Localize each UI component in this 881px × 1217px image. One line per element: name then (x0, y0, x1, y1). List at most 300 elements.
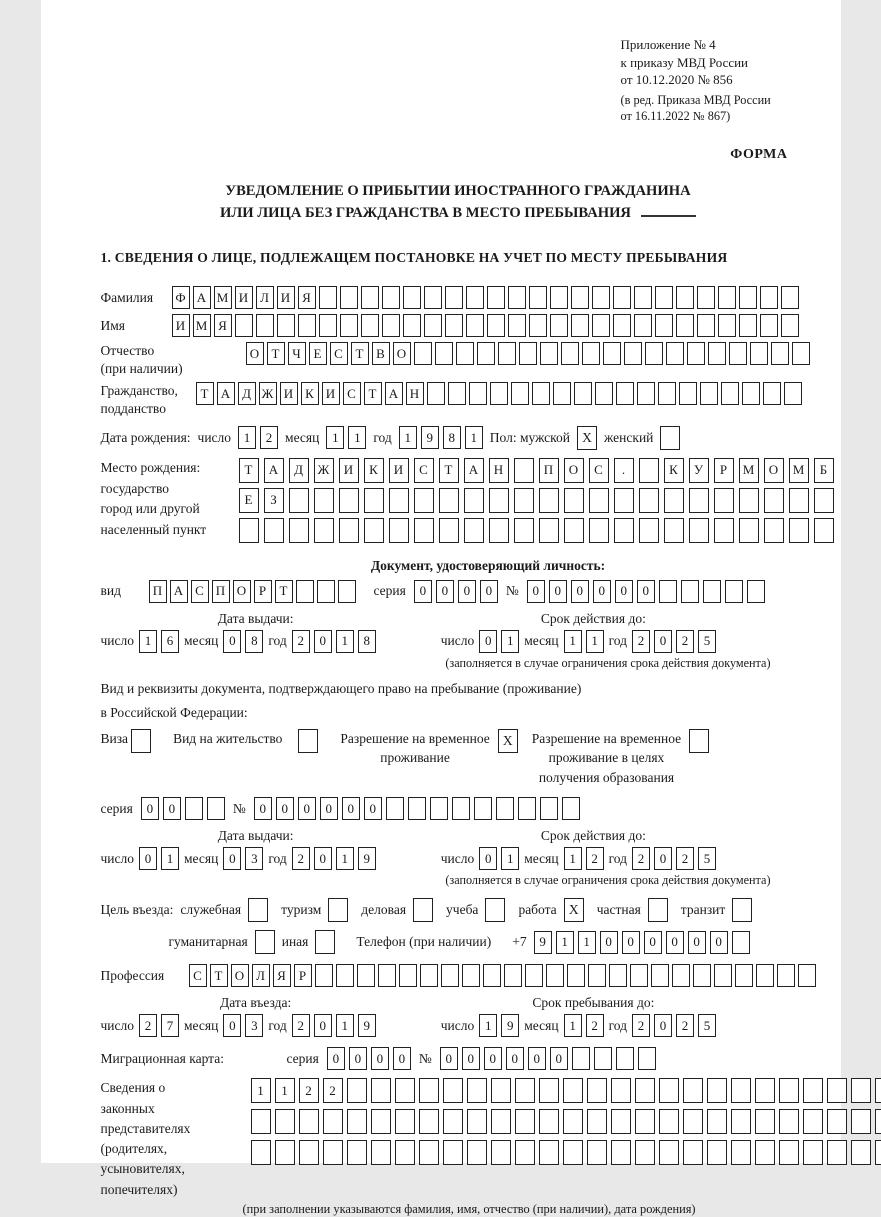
char-box[interactable]: 0 (371, 1047, 389, 1070)
char-box[interactable] (317, 580, 335, 603)
char-box[interactable] (299, 1140, 319, 1165)
char-box[interactable] (814, 518, 834, 543)
char-box[interactable]: Т (239, 458, 259, 483)
sex-male-checkbox[interactable]: X (577, 426, 597, 450)
char-box[interactable]: 1 (251, 1078, 271, 1103)
char-box[interactable]: Д (289, 458, 309, 483)
char-box[interactable]: 1 (578, 931, 596, 954)
char-box[interactable] (487, 314, 505, 337)
char-box[interactable] (443, 1140, 463, 1165)
char-box[interactable] (683, 1078, 703, 1103)
char-box[interactable] (185, 797, 203, 820)
char-box[interactable] (777, 964, 795, 987)
char-box[interactable] (427, 382, 445, 405)
char-box[interactable]: И (235, 286, 253, 309)
char-box[interactable] (514, 518, 534, 543)
char-box[interactable] (707, 1078, 727, 1103)
char-box[interactable]: 8 (358, 630, 376, 653)
char-box[interactable] (676, 286, 694, 309)
purpose-work-checkbox[interactable]: X (564, 898, 584, 922)
char-box[interactable] (518, 797, 536, 820)
purpose-humanitarian-checkbox[interactable] (255, 930, 275, 954)
char-box[interactable] (731, 1140, 751, 1165)
char-box[interactable] (735, 964, 753, 987)
char-box[interactable] (251, 1109, 271, 1134)
purpose-business-checkbox[interactable] (413, 898, 433, 922)
char-box[interactable] (395, 1078, 415, 1103)
char-box[interactable]: Л (256, 286, 274, 309)
char-box[interactable] (679, 382, 697, 405)
char-box[interactable] (697, 286, 715, 309)
char-box[interactable]: 0 (479, 847, 497, 870)
char-box[interactable]: 0 (506, 1047, 524, 1070)
char-box[interactable]: 1 (586, 630, 604, 653)
char-box[interactable]: Р (714, 458, 734, 483)
char-box[interactable] (789, 488, 809, 513)
char-box[interactable]: 1 (564, 847, 582, 870)
char-box[interactable] (467, 1078, 487, 1103)
char-box[interactable] (563, 1078, 583, 1103)
char-box[interactable] (827, 1078, 847, 1103)
char-box[interactable]: 0 (440, 1047, 458, 1070)
char-box[interactable] (760, 286, 778, 309)
char-box[interactable] (703, 580, 721, 603)
char-box[interactable] (563, 1140, 583, 1165)
char-box[interactable] (659, 1109, 679, 1134)
char-box[interactable] (539, 1109, 559, 1134)
char-box[interactable]: С (414, 458, 434, 483)
char-box[interactable]: Т (275, 580, 293, 603)
char-box[interactable] (589, 518, 609, 543)
char-box[interactable]: 2 (292, 630, 310, 653)
char-box[interactable] (718, 286, 736, 309)
char-box[interactable] (789, 518, 809, 543)
char-box[interactable] (256, 314, 274, 337)
char-box[interactable] (771, 342, 789, 365)
char-box[interactable] (700, 382, 718, 405)
char-box[interactable] (347, 1140, 367, 1165)
char-box[interactable] (781, 286, 799, 309)
char-box[interactable] (851, 1078, 871, 1103)
char-box[interactable] (739, 518, 759, 543)
char-box[interactable] (616, 1047, 634, 1070)
char-box[interactable] (462, 964, 480, 987)
char-box[interactable] (539, 1078, 559, 1103)
char-box[interactable]: Ж (314, 458, 334, 483)
char-box[interactable] (587, 1140, 607, 1165)
char-box[interactable] (755, 1078, 775, 1103)
char-box[interactable]: Л (252, 964, 270, 987)
char-box[interactable] (529, 286, 547, 309)
char-box[interactable] (693, 964, 711, 987)
char-box[interactable]: 2 (586, 1014, 604, 1037)
char-box[interactable]: 2 (632, 1014, 650, 1037)
char-box[interactable] (339, 488, 359, 513)
char-box[interactable] (389, 488, 409, 513)
char-box[interactable]: 0 (644, 931, 662, 954)
char-box[interactable]: А (193, 286, 211, 309)
char-box[interactable]: Ф (172, 286, 190, 309)
char-box[interactable] (561, 342, 579, 365)
char-box[interactable] (655, 286, 673, 309)
char-box[interactable] (361, 286, 379, 309)
char-box[interactable]: В (372, 342, 390, 365)
char-box[interactable] (639, 458, 659, 483)
char-box[interactable] (635, 1109, 655, 1134)
char-box[interactable]: М (193, 314, 211, 337)
char-box[interactable]: 2 (586, 847, 604, 870)
char-box[interactable] (430, 797, 448, 820)
char-box[interactable] (803, 1078, 823, 1103)
char-box[interactable]: Ч (288, 342, 306, 365)
char-box[interactable]: Е (239, 488, 259, 513)
char-box[interactable] (614, 518, 634, 543)
char-box[interactable] (587, 1109, 607, 1134)
char-box[interactable] (567, 964, 585, 987)
char-box[interactable] (676, 314, 694, 337)
char-box[interactable]: А (217, 382, 235, 405)
char-box[interactable]: 0 (654, 847, 672, 870)
char-box[interactable] (564, 488, 584, 513)
char-box[interactable] (639, 488, 659, 513)
char-box[interactable] (314, 518, 334, 543)
char-box[interactable] (395, 1140, 415, 1165)
char-box[interactable]: О (231, 964, 249, 987)
char-box[interactable]: 0 (666, 931, 684, 954)
char-box[interactable] (419, 1109, 439, 1134)
char-box[interactable] (340, 314, 358, 337)
char-box[interactable]: А (170, 580, 188, 603)
char-box[interactable]: 0 (223, 847, 241, 870)
char-box[interactable] (419, 1078, 439, 1103)
char-box[interactable]: 0 (462, 1047, 480, 1070)
char-box[interactable] (338, 580, 356, 603)
char-box[interactable] (792, 342, 810, 365)
purpose-other-checkbox[interactable] (315, 930, 335, 954)
char-box[interactable] (466, 286, 484, 309)
char-box[interactable] (659, 1078, 679, 1103)
char-box[interactable] (299, 1109, 319, 1134)
char-box[interactable] (755, 1140, 775, 1165)
char-box[interactable] (323, 1109, 343, 1134)
char-box[interactable] (798, 964, 816, 987)
char-box[interactable]: 0 (527, 580, 545, 603)
char-box[interactable] (435, 342, 453, 365)
char-box[interactable] (275, 1140, 295, 1165)
char-box[interactable] (319, 286, 337, 309)
char-box[interactable]: Я (298, 286, 316, 309)
char-box[interactable] (395, 1109, 415, 1134)
char-box[interactable] (739, 314, 757, 337)
char-box[interactable] (616, 382, 634, 405)
char-box[interactable] (443, 1078, 463, 1103)
char-box[interactable]: 9 (358, 1014, 376, 1037)
char-box[interactable] (357, 964, 375, 987)
char-box[interactable] (389, 518, 409, 543)
char-box[interactable] (514, 488, 534, 513)
char-box[interactable] (489, 488, 509, 513)
char-box[interactable] (424, 314, 442, 337)
char-box[interactable]: 1 (238, 426, 256, 449)
char-box[interactable] (464, 518, 484, 543)
char-box[interactable]: Б (814, 458, 834, 483)
char-box[interactable]: 0 (223, 630, 241, 653)
char-box[interactable] (487, 286, 505, 309)
char-box[interactable] (474, 797, 492, 820)
char-box[interactable]: 2 (676, 847, 694, 870)
char-box[interactable] (564, 518, 584, 543)
char-box[interactable]: Я (273, 964, 291, 987)
char-box[interactable]: И (389, 458, 409, 483)
char-box[interactable]: Т (439, 458, 459, 483)
char-box[interactable] (489, 518, 509, 543)
char-box[interactable]: 9 (501, 1014, 519, 1037)
char-box[interactable] (725, 580, 743, 603)
char-box[interactable] (875, 1140, 881, 1165)
char-box[interactable] (539, 488, 559, 513)
char-box[interactable]: И (322, 382, 340, 405)
char-box[interactable]: 0 (314, 630, 332, 653)
char-box[interactable] (264, 518, 284, 543)
char-box[interactable] (764, 488, 784, 513)
char-box[interactable] (718, 314, 736, 337)
char-box[interactable]: 0 (484, 1047, 502, 1070)
char-box[interactable] (707, 1109, 727, 1134)
char-box[interactable]: К (664, 458, 684, 483)
char-box[interactable] (781, 314, 799, 337)
char-box[interactable] (562, 797, 580, 820)
char-box[interactable]: 5 (698, 847, 716, 870)
char-box[interactable] (563, 1109, 583, 1134)
char-box[interactable]: 1 (564, 630, 582, 653)
char-box[interactable] (611, 1078, 631, 1103)
char-box[interactable]: А (264, 458, 284, 483)
char-box[interactable] (364, 518, 384, 543)
char-box[interactable]: 8 (245, 630, 263, 653)
char-box[interactable] (508, 314, 526, 337)
char-box[interactable]: 0 (549, 580, 567, 603)
char-box[interactable] (708, 342, 726, 365)
char-box[interactable]: Е (309, 342, 327, 365)
char-box[interactable]: 0 (710, 931, 728, 954)
char-box[interactable] (235, 314, 253, 337)
char-box[interactable] (664, 518, 684, 543)
purpose-tourism-checkbox[interactable] (328, 898, 348, 922)
char-box[interactable]: 1 (139, 630, 157, 653)
char-box[interactable] (729, 342, 747, 365)
char-box[interactable]: 0 (393, 1047, 411, 1070)
char-box[interactable] (851, 1140, 871, 1165)
char-box[interactable] (439, 488, 459, 513)
char-box[interactable]: А (464, 458, 484, 483)
char-box[interactable] (658, 382, 676, 405)
char-box[interactable] (378, 964, 396, 987)
char-box[interactable]: 5 (698, 630, 716, 653)
char-box[interactable]: 0 (163, 797, 181, 820)
char-box[interactable] (239, 518, 259, 543)
char-box[interactable]: 6 (161, 630, 179, 653)
char-box[interactable] (731, 1078, 751, 1103)
char-box[interactable]: 1 (336, 1014, 354, 1037)
char-box[interactable] (491, 1109, 511, 1134)
char-box[interactable] (803, 1109, 823, 1134)
char-box[interactable]: Ж (259, 382, 277, 405)
char-box[interactable] (763, 382, 781, 405)
char-box[interactable]: И (277, 286, 295, 309)
char-box[interactable]: 9 (421, 426, 439, 449)
char-box[interactable]: 0 (637, 580, 655, 603)
char-box[interactable]: 1 (501, 847, 519, 870)
char-box[interactable] (529, 314, 547, 337)
char-box[interactable] (595, 382, 613, 405)
char-box[interactable]: И (280, 382, 298, 405)
char-box[interactable] (452, 797, 470, 820)
char-box[interactable]: Т (364, 382, 382, 405)
char-box[interactable] (323, 1140, 343, 1165)
char-box[interactable] (755, 1109, 775, 1134)
char-box[interactable]: 9 (358, 847, 376, 870)
char-box[interactable] (371, 1078, 391, 1103)
purpose-transit-checkbox[interactable] (732, 898, 752, 922)
char-box[interactable] (779, 1078, 799, 1103)
char-box[interactable]: 1 (161, 847, 179, 870)
char-box[interactable] (477, 342, 495, 365)
char-box[interactable]: 1 (564, 1014, 582, 1037)
char-box[interactable] (469, 382, 487, 405)
char-box[interactable] (681, 580, 699, 603)
char-box[interactable]: 0 (314, 847, 332, 870)
char-box[interactable] (639, 518, 659, 543)
char-box[interactable]: 2 (139, 1014, 157, 1037)
char-box[interactable] (420, 964, 438, 987)
char-box[interactable] (613, 286, 631, 309)
char-box[interactable]: 2 (632, 847, 650, 870)
char-box[interactable] (340, 286, 358, 309)
char-box[interactable] (448, 382, 466, 405)
char-box[interactable]: С (589, 458, 609, 483)
char-box[interactable]: Н (489, 458, 509, 483)
char-box[interactable] (314, 488, 334, 513)
char-box[interactable] (347, 1078, 367, 1103)
char-box[interactable] (659, 1140, 679, 1165)
char-box[interactable]: С (343, 382, 361, 405)
char-box[interactable]: П (539, 458, 559, 483)
char-box[interactable]: М (789, 458, 809, 483)
purpose-official-checkbox[interactable] (248, 898, 268, 922)
char-box[interactable] (747, 580, 765, 603)
char-box[interactable]: 3 (245, 847, 263, 870)
char-box[interactable] (779, 1140, 799, 1165)
char-box[interactable]: 0 (327, 1047, 345, 1070)
char-box[interactable]: К (364, 458, 384, 483)
char-box[interactable] (634, 314, 652, 337)
char-box[interactable]: 1 (275, 1078, 295, 1103)
char-box[interactable] (414, 488, 434, 513)
char-box[interactable] (445, 314, 463, 337)
char-box[interactable]: 2 (292, 1014, 310, 1037)
char-box[interactable] (540, 797, 558, 820)
char-box[interactable]: 0 (593, 580, 611, 603)
char-box[interactable] (784, 382, 802, 405)
char-box[interactable]: 1 (501, 630, 519, 653)
char-box[interactable] (689, 518, 709, 543)
char-box[interactable] (319, 314, 337, 337)
char-box[interactable] (298, 314, 316, 337)
char-box[interactable]: П (149, 580, 167, 603)
char-box[interactable]: 1 (326, 426, 344, 449)
char-box[interactable]: 0 (600, 931, 618, 954)
char-box[interactable]: 0 (223, 1014, 241, 1037)
char-box[interactable]: Т (351, 342, 369, 365)
char-box[interactable]: 1 (479, 1014, 497, 1037)
char-box[interactable]: 0 (298, 797, 316, 820)
char-box[interactable] (630, 964, 648, 987)
char-box[interactable] (251, 1140, 271, 1165)
char-box[interactable] (645, 342, 663, 365)
char-box[interactable]: 0 (342, 797, 360, 820)
char-box[interactable]: 0 (414, 580, 432, 603)
char-box[interactable] (594, 1047, 612, 1070)
char-box[interactable]: 0 (571, 580, 589, 603)
char-box[interactable] (635, 1140, 655, 1165)
char-box[interactable] (414, 342, 432, 365)
char-box[interactable] (540, 342, 558, 365)
char-box[interactable]: 2 (323, 1078, 343, 1103)
char-box[interactable] (587, 1078, 607, 1103)
char-box[interactable]: 0 (654, 1014, 672, 1037)
char-box[interactable] (496, 797, 514, 820)
char-box[interactable]: 1 (348, 426, 366, 449)
residence-permit-checkbox[interactable] (298, 729, 318, 753)
char-box[interactable] (525, 964, 543, 987)
char-box[interactable] (439, 518, 459, 543)
char-box[interactable]: О (764, 458, 784, 483)
char-box[interactable] (491, 1140, 511, 1165)
char-box[interactable]: Н (406, 382, 424, 405)
char-box[interactable] (875, 1078, 881, 1103)
char-box[interactable] (571, 314, 589, 337)
char-box[interactable] (851, 1109, 871, 1134)
char-box[interactable] (603, 342, 621, 365)
char-box[interactable]: З (264, 488, 284, 513)
char-box[interactable] (572, 1047, 590, 1070)
char-box[interactable] (483, 964, 501, 987)
temp-residence-checkbox[interactable]: X (498, 729, 518, 753)
char-box[interactable]: 0 (622, 931, 640, 954)
char-box[interactable]: 0 (276, 797, 294, 820)
char-box[interactable]: 0 (364, 797, 382, 820)
char-box[interactable] (504, 964, 522, 987)
char-box[interactable] (732, 931, 750, 954)
char-box[interactable]: 7 (161, 1014, 179, 1037)
char-box[interactable] (445, 286, 463, 309)
char-box[interactable]: О (233, 580, 251, 603)
char-box[interactable] (666, 342, 684, 365)
char-box[interactable] (532, 382, 550, 405)
char-box[interactable] (803, 1140, 823, 1165)
char-box[interactable] (827, 1109, 847, 1134)
char-box[interactable] (491, 1078, 511, 1103)
char-box[interactable] (419, 1140, 439, 1165)
char-box[interactable]: С (191, 580, 209, 603)
char-box[interactable]: 2 (632, 630, 650, 653)
sex-female-checkbox[interactable] (660, 426, 680, 450)
char-box[interactable] (589, 488, 609, 513)
char-box[interactable]: К (301, 382, 319, 405)
char-box[interactable]: 0 (480, 580, 498, 603)
char-box[interactable] (827, 1140, 847, 1165)
char-box[interactable] (574, 382, 592, 405)
